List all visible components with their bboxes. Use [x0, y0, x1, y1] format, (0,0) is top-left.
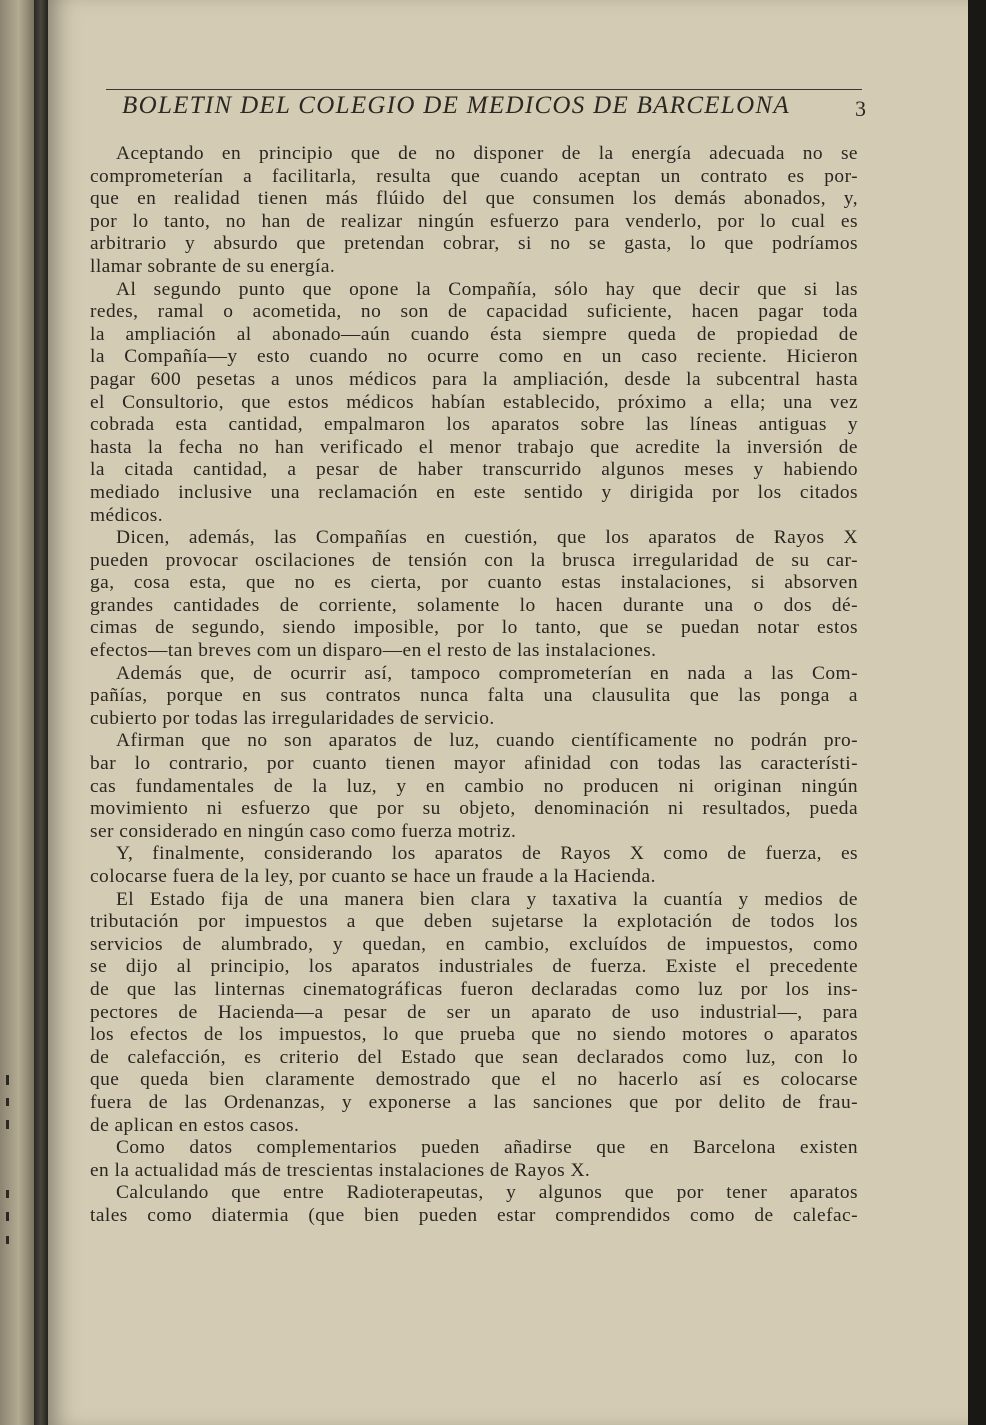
text-line: Como datos complementarios pueden añadirse que en Barcelona existen — [116, 1137, 858, 1159]
text-line: Dicen, además, las Compañías en cuestión, que los aparatos de Rayos X — [116, 527, 858, 549]
text-line: mediado inclusive una reclamación en este sentido y dirigida por los citados — [90, 481, 858, 503]
text-line: tributación por impuestos a que deben sujetarse la explotación de todos los — [90, 911, 858, 933]
text-line: ga, cosa esta, que no es cierta, por cuanto estas instalaciones, si absorven — [90, 572, 858, 594]
text-line: Aceptando en principio que de no disponer de la energía adecuada no se — [116, 143, 858, 164]
text-line: hasta la fecha no han verificado el menor trabajo que acredite la inversión de — [90, 436, 858, 458]
text-line: Calculando que entre Radioterapeutas, y algunos que por tener aparatos — [116, 1182, 858, 1204]
text-line: arbitrario y absurdo que pretendan cobrar, si no se gasta, lo que podríamos — [90, 233, 858, 255]
text-line: ser considerado en ningún caso como fuerza motriz. — [90, 820, 517, 842]
text-line: Además que, de ocurrir así, tampoco comprometerían en nada a las Com- — [116, 662, 858, 684]
page-number: 3 — [855, 96, 866, 121]
text-line: efectos—tan breves com un disparo—en el resto de las instalaciones. — [90, 640, 657, 662]
text-line: de aplican en estos casos. — [90, 1114, 300, 1136]
text-line: pañías, porque en sus contratos nunca falta una clausulita que las ponga a — [90, 685, 858, 707]
page-right-edge — [968, 0, 986, 1425]
text-line: El Estado fija de una manera bien clara y taxativa la cuantía y medios de — [116, 888, 858, 910]
text-line: movimiento ni esfuerzo que por su objeto, denominación ni resultados, pueda — [90, 798, 858, 820]
text-line: Y, finalmente, considerando los aparatos de Rayos X como de fuerza, es — [116, 843, 858, 865]
text-line: el Consultorio, que estos médicos habían establecido, próximo a ella; una vez — [90, 391, 858, 413]
text-line: redes, ramal o acometida, no son de capacidad suficiente, hacen pagar toda — [90, 301, 858, 323]
header-rule — [106, 89, 862, 90]
text-line: cimas de segundo, siendo imposible, por lo tanto, que se puedan notar estos — [90, 617, 858, 639]
book-spine — [34, 0, 48, 1425]
text-line: comprometerían a facilitarla, resulta que cuando aceptan un contrato es por- — [90, 165, 858, 187]
text-line: pueden provocar oscilaciones de tensión con la brusca irregularidad de su car- — [90, 549, 858, 571]
text-line: colocarse fuera de la ley, por cuanto se hace un fraude a la Hacienda. — [90, 866, 656, 887]
text-line: por lo tanto, no han de realizar ningún esfuerzo para venderlo, por lo cual es — [90, 210, 858, 232]
text-line: Al segundo punto que opone la Compañía, sólo hay que decir que si las — [116, 278, 858, 300]
text-line: pectores de Hacienda—a pesar de ser un aparato de uso industrial—, para — [90, 1001, 858, 1023]
text-line: la Compañía—y esto cuando no ocurre como en un caso reciente. Hicieron — [90, 346, 858, 368]
text-line: grandes cantidades de corriente, solamente lo hacen durante una o dos dé- — [90, 594, 858, 616]
text-line: llamar sobrante de su energía. — [90, 255, 336, 277]
text-line: que queda bien claramente demostrado que el no hacerlo así es colocarse — [90, 1069, 858, 1091]
text-line: en la actualidad más de trescientas instalaciones de Rayos X. — [90, 1159, 591, 1181]
text-line: cobrada esta cantidad, empalmaron los aparatos sobre las líneas antiguas y — [90, 414, 858, 436]
text-line: bar lo contrario, por cuanto tienen mayor afinidad con todas las característi- — [90, 753, 858, 775]
text-line: cubierto por todas las irregularidades de servicio. — [90, 707, 495, 729]
running-header-title: BOLETIN DEL COLEGIO DE MEDICOS DE BARCELONA — [122, 92, 790, 119]
text-line: cas fundamentales de la luz, y en cambio no producen ni originan ningún — [90, 775, 858, 797]
text-line: que en realidad tienen más flúido del que consumen los demás abonados, y, — [90, 188, 858, 210]
text-line: Afirman que no son aparatos de luz, cuando científicamente no podrán pro- — [116, 730, 858, 752]
text-line: de que las linternas cinematográficas fueron declaradas como luz por los ins- — [90, 978, 858, 1000]
text-line: la citada cantidad, a pesar de haber transcurrido algunos meses y habiendo — [90, 459, 858, 481]
text-line: servicios de alumbrado, y quedan, en cambio, excluídos de impuestos, como — [90, 933, 858, 955]
text-line: de calefacción, es criterio del Estado que sean declarados como luz, con lo — [90, 1046, 858, 1068]
body-text — [90, 143, 858, 1228]
adjacent-page-marks — [0, 0, 34, 1425]
text-line: médicos. — [90, 504, 164, 526]
text-line: se dijo al principio, los aparatos industriales de fuerza. Existe el precedente — [90, 956, 858, 978]
text-line: fuera de las Ordenanzas, y exponerse a las sanciones que por delito de frau- — [90, 1091, 858, 1113]
text-line: pagar 600 pesetas a unos médicos para la ampliación, desde la subcentral hasta — [90, 368, 858, 390]
text-line: la ampliación al abonado—aún cuando ésta siempre queda de propiedad de — [90, 323, 858, 345]
text-line: tales como diatermia (que bien pueden estar comprendidos como de calefac- — [90, 1204, 858, 1226]
text-line: los efectos de los impuestos, lo que prueba que no siendo motores o aparatos — [90, 1024, 858, 1046]
